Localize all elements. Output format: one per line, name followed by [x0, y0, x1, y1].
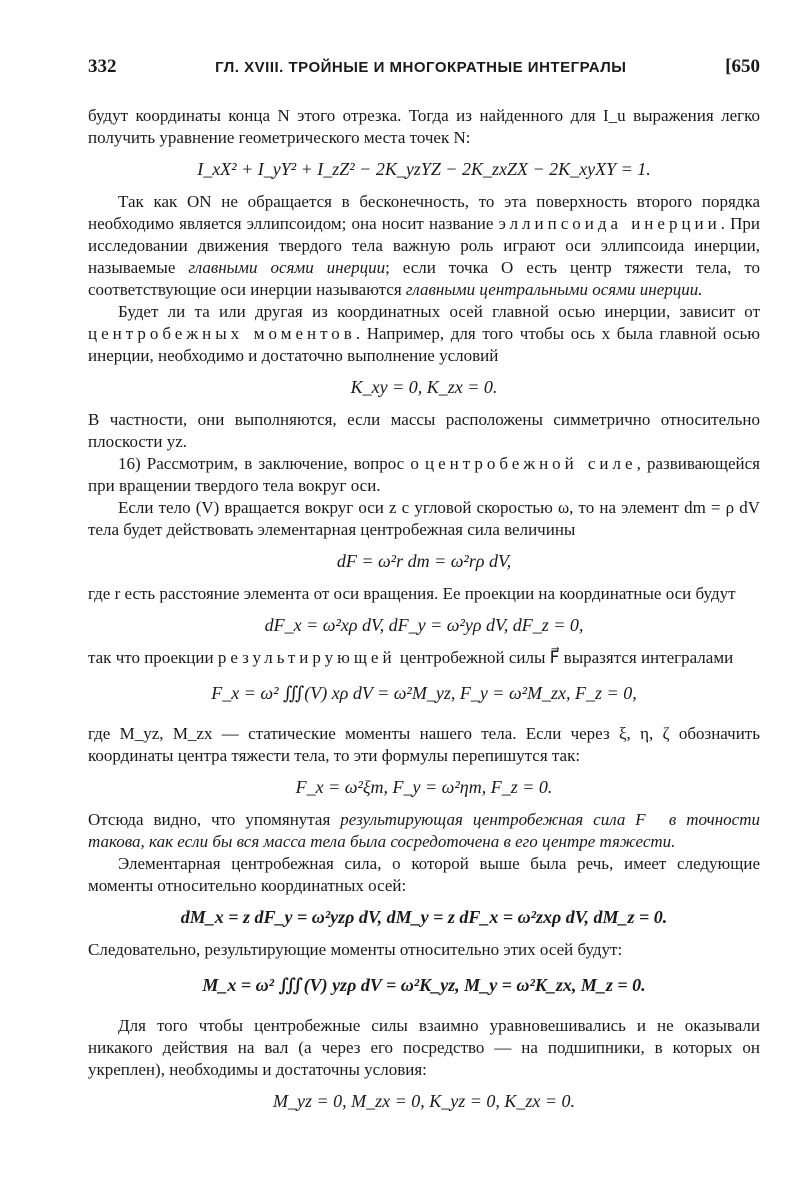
term-resultant-statement: результирующая центробежная сила F⃗ в точности такова, как если бы вся масса тела была сосредоточена в его центре тяжести. — [88, 810, 760, 851]
paragraph-10: Отсюда видно, что упомянутая результирующая центробежная сила F⃗ в точности такова, как если бы вся масса тела была сосредоточена в его центре тяжести. — [88, 810, 760, 851]
paragraph-13: Для того чтобы центробежные силы взаимно уравновешивались и не оказывали никакого действия на вал (а через его посредство — на подшипники, в которых он укреплен), необходимы и достаточны условия: — [88, 1016, 760, 1079]
paragraph-4: В частности, они выполняются, если массы расположены симметрично относительно плоскости yz. — [88, 410, 760, 451]
term-principal-central-axes: главными центральными осями инерции. — [405, 280, 703, 299]
formula-integrals: F_x = ω² ∭(V) xρ dV = ω²M_yz, F_y = ω²M_zx, F_z = 0, — [211, 683, 637, 703]
paragraph-6: Если тело (V) вращается вокруг оси z с угловой скоростью ω, то на элемент dm = ρ dV тела будет действовать элементарная центробежная сила величины — [88, 498, 760, 539]
page — [88, 56, 760, 1123]
term-centrifugal-moments: центробежных моментов — [88, 324, 356, 343]
term-principal-axes: главными осями инерции — [188, 258, 386, 277]
paragraph-11: Элементарная центробежная сила, о которой выше была речь, имеет следующие моменты относительно координатных осей: — [88, 854, 760, 895]
formula-resultant-moments: M_x = ω² ∭(V) yzρ dV = ω²K_yz, M_y = ω²K_zx, M_z = 0. — [202, 975, 646, 995]
paragraph-5: 16) Рассмотрим, в заключение, вопрос о центробежной силе, развивающейся при вращении твердого тела вокруг оси. — [88, 454, 760, 495]
formula-conditions: K_xy = 0, K_zx = 0. — [350, 377, 498, 397]
formula-ellipsoid-equation: I_xX² + I_yY² + I_zZ² − 2K_yzYZ − 2K_zxZX − 2K_xyXY = 1. — [197, 159, 651, 179]
formula-center-of-mass: F_x = ω²ξm, F_y = ω²ηm, F_z = 0. — [295, 777, 553, 797]
formula-elementary-force: dF = ω²r dm = ω²rρ dV, — [336, 551, 512, 571]
section-number: [650 — [725, 56, 760, 77]
paragraph-9: где M_yz, M_zx — статические моменты нашего тела. Если через ξ, η, ζ обозначить координаты центра тяжести тела, то эти формулы перепишутся так: — [88, 724, 760, 765]
paragraph-12: Следовательно, результирующие моменты относительно этих осей будут: — [88, 940, 623, 959]
paragraph-2: Так как ON не обращается в бесконечность, то эта поверхность второго порядка необходимо является эллипсоидом; она носит название эллипсоида инерции. При исследовании движения твердого тела важную роль играют оси эллипсоида инерции, называемые главными осями инерции; если точка O есть центр тяжести тела, то соответствующие оси инерции называются главными центральными осями инерции. — [88, 192, 761, 299]
paragraph-1: будут координаты конца N этого отрезка. Тогда из найденного для I_u выражения легко получить уравнение геометрического места точек N: — [88, 106, 760, 147]
formula-projections: dF_x = ω²xρ dV, dF_y = ω²yρ dV, dF_z = 0, — [264, 615, 584, 635]
page-number: 332 — [88, 56, 117, 77]
chapter-title: ГЛ. XVIII. ТРОЙНЫЕ И МНОГОКРАТНЫЕ ИНТЕГРАЛЫ — [215, 59, 627, 76]
running-header — [88, 56, 760, 79]
paragraph-7: где r есть расстояние элемента от оси вращения. Ее проекции на координатные оси будут — [88, 584, 736, 603]
paragraph-8: так что проекции результирующей центробежной силы F⃗ выразятся интегралами — [88, 648, 734, 667]
term-resultant: результирующей — [217, 648, 396, 667]
formula-elementary-moments: dM_x = z dF_y = ω²yzρ dV, dM_y = z dF_x = ω²zxρ dV, dM_z = 0. — [180, 907, 668, 927]
term-centrifugal-force: центробежной силе — [424, 454, 637, 473]
paragraph-3: Будет ли та или другая из координатных осей главной осью инерции, зависит от центробежных моментов. Например, для того чтобы ось x была главной осью инерции, необходимо и достаточно выполнение условий — [88, 302, 760, 365]
term-ellipsoid-of-inertia: эллипсоида инерции — [498, 214, 721, 233]
formula-balance-conditions: M_yz = 0, M_zx = 0, K_yz = 0, K_zx = 0. — [272, 1091, 576, 1111]
